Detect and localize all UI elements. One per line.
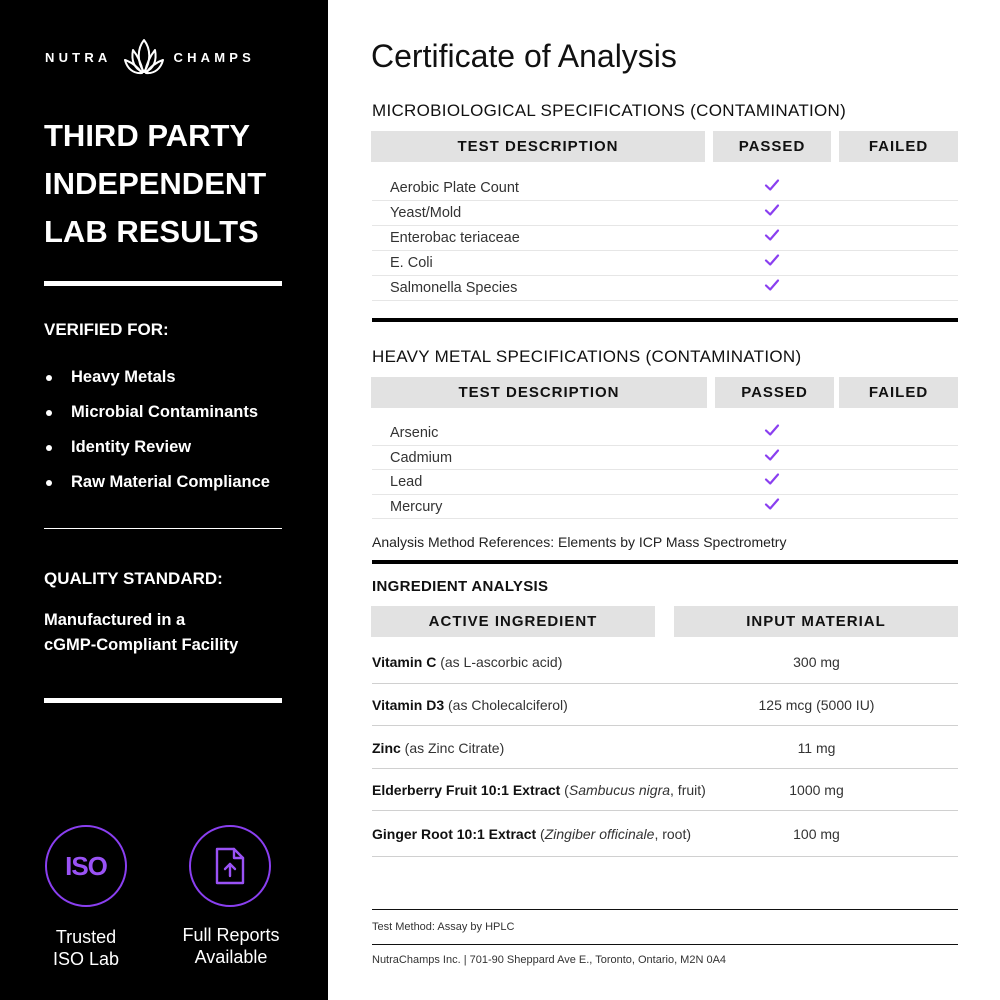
section-divider bbox=[372, 318, 958, 322]
ingredient-detail: (as L-ascorbic acid) bbox=[436, 654, 563, 670]
ingredient-section-title: INGREDIENT ANALYSIS bbox=[372, 578, 549, 595]
list-item bbox=[44, 465, 270, 500]
headline-line: LAB RESULTS bbox=[44, 214, 259, 249]
micro-section-title: MICROBIOLOGICAL SPECIFICATIONS (CONTAMINATION) bbox=[372, 101, 847, 120]
ingredient-header-active: ACTIVE INGREDIENT bbox=[371, 606, 655, 637]
ingredient-title: Elderberry Fruit 10:1 Extract bbox=[372, 782, 561, 798]
test-label: Salmonella Species bbox=[390, 280, 518, 296]
divider bbox=[44, 281, 282, 286]
footer-rule bbox=[372, 944, 958, 945]
ingredient-title: Ginger Root 10:1 Extract bbox=[372, 826, 537, 842]
left-panel bbox=[0, 0, 328, 1000]
brand-logo bbox=[45, 36, 285, 78]
table-row bbox=[372, 782, 958, 811]
ingredient-name bbox=[372, 697, 568, 713]
list-item bbox=[44, 430, 270, 465]
list-item-label: Identity Review bbox=[71, 438, 192, 456]
brand-word-right: CHAMPS bbox=[173, 49, 256, 65]
micro-header-description: TEST DESCRIPTION bbox=[371, 131, 705, 162]
quality-text bbox=[44, 608, 238, 658]
bullet-icon bbox=[46, 375, 52, 381]
headline-line: INDEPENDENT bbox=[44, 166, 267, 201]
table-row bbox=[372, 176, 958, 201]
ingredient-detail: ( bbox=[560, 782, 569, 798]
bullet-icon bbox=[46, 410, 52, 416]
verified-list bbox=[44, 360, 270, 500]
check-icon bbox=[764, 422, 780, 438]
ingredient-name bbox=[372, 782, 706, 798]
verified-label: VERIFIED FOR: bbox=[44, 320, 169, 339]
caption-line: ISO Lab bbox=[52, 949, 120, 969]
table-row bbox=[372, 740, 958, 769]
heavy-header-description: TEST DESCRIPTION bbox=[371, 377, 707, 408]
heavy-header-failed: FAILED bbox=[839, 377, 958, 408]
ingredient-amount: 11 mg bbox=[797, 740, 836, 756]
ingredient-amount: 100 mg bbox=[793, 826, 840, 842]
test-label: Mercury bbox=[390, 498, 443, 515]
ingredient-species: Sambucus nigra bbox=[568, 782, 671, 798]
file-upload-icon bbox=[213, 846, 247, 886]
check-icon bbox=[764, 277, 780, 293]
check-icon bbox=[764, 252, 780, 268]
test-label: Enterobac teriaceae bbox=[390, 230, 520, 246]
ingredient-name bbox=[372, 826, 691, 842]
list-item-label: Heavy Metals bbox=[71, 368, 176, 386]
list-item-label: Raw Material Compliance bbox=[71, 473, 270, 491]
headline-line: THIRD PARTY bbox=[44, 118, 251, 153]
check-icon bbox=[764, 202, 780, 218]
table-row bbox=[372, 251, 958, 276]
test-label: Arsenic bbox=[390, 425, 439, 441]
page-title: Certificate of Analysis bbox=[371, 38, 677, 74]
heavy-section-title: HEAVY METAL SPECIFICATIONS (CONTAMINATION) bbox=[372, 347, 802, 366]
caption-line: Full Reports bbox=[182, 925, 280, 945]
footer-rule bbox=[372, 909, 958, 910]
lotus-icon bbox=[122, 36, 166, 78]
caption-line: Trusted bbox=[55, 927, 117, 947]
table-row bbox=[372, 226, 958, 251]
iso-icon: ISO bbox=[65, 850, 107, 881]
list-item bbox=[44, 360, 270, 395]
test-label: Aerobic Plate Count bbox=[390, 180, 519, 196]
check-icon bbox=[764, 177, 780, 193]
ingredient-title: Vitamin C bbox=[372, 654, 437, 670]
heavy-header-passed: PASSED bbox=[715, 377, 834, 408]
table-row bbox=[372, 421, 958, 446]
ingredient-amount: 300 mg bbox=[793, 654, 840, 670]
test-label: Yeast/Mold bbox=[390, 205, 462, 221]
quality-label: QUALITY STANDARD: bbox=[44, 569, 223, 588]
ingredient-detail: (as Zinc Citrate) bbox=[400, 740, 505, 756]
ingredient-title: Zinc bbox=[372, 740, 401, 756]
table-row bbox=[372, 201, 958, 226]
table-row bbox=[372, 470, 958, 495]
iso-badge-caption bbox=[21, 926, 151, 970]
analysis-method: Analysis Method References: Elements by ICP Mass Spectrometry bbox=[372, 534, 787, 550]
company-address: NutraChamps Inc. | 701-90 Sheppard Ave E., Toronto, Ontario, M2N 0A4 bbox=[372, 954, 727, 966]
ingredient-species: Zingiber officinale bbox=[544, 826, 655, 842]
bullet-icon bbox=[46, 480, 52, 486]
table-row bbox=[372, 495, 958, 520]
ingredient-detail: (as Cholecalciferol) bbox=[444, 697, 568, 713]
divider bbox=[44, 528, 282, 529]
section-divider bbox=[372, 560, 958, 564]
ingredient-name bbox=[372, 654, 562, 670]
ingredient-name bbox=[372, 740, 504, 756]
table-row bbox=[372, 276, 958, 301]
check-icon bbox=[764, 496, 780, 512]
ingredient-amount: 125 mcg (5000 IU) bbox=[758, 697, 875, 713]
ingredient-header-input: INPUT MATERIAL bbox=[674, 606, 958, 637]
test-method: Test Method: Assay by HPLC bbox=[372, 921, 515, 933]
table-row bbox=[372, 697, 958, 726]
brand-word-left: NUTRA bbox=[45, 49, 112, 65]
ingredient-title: Vitamin D3 bbox=[372, 697, 445, 713]
ingredient-amount: 1000 mg bbox=[789, 782, 844, 798]
list-item-label: Microbial Contaminants bbox=[71, 403, 259, 421]
divider bbox=[44, 698, 282, 703]
table-row bbox=[372, 654, 958, 684]
ingredient-detail: , fruit) bbox=[670, 782, 706, 798]
headline bbox=[44, 112, 266, 256]
reports-badge-caption bbox=[166, 924, 296, 968]
ingredient-detail: , root) bbox=[654, 826, 692, 842]
reports-badge[interactable] bbox=[189, 825, 271, 907]
check-icon bbox=[764, 471, 780, 487]
table-row bbox=[372, 446, 958, 471]
check-icon bbox=[764, 227, 780, 243]
micro-header-failed: FAILED bbox=[839, 131, 958, 162]
quality-line: cGMP-Compliant Facility bbox=[44, 636, 239, 654]
caption-line: Available bbox=[194, 947, 268, 967]
quality-line: Manufactured in a bbox=[44, 611, 186, 629]
ingredient-detail: ( bbox=[536, 826, 545, 842]
micro-header-passed: PASSED bbox=[713, 131, 831, 162]
bullet-icon bbox=[46, 445, 52, 451]
test-label: E. Coli bbox=[390, 255, 433, 271]
test-label: Lead bbox=[390, 474, 423, 490]
table-row bbox=[372, 826, 958, 857]
test-label: Cadmium bbox=[390, 449, 453, 466]
iso-badge bbox=[45, 825, 127, 907]
list-item bbox=[44, 395, 270, 430]
check-icon bbox=[764, 447, 780, 463]
